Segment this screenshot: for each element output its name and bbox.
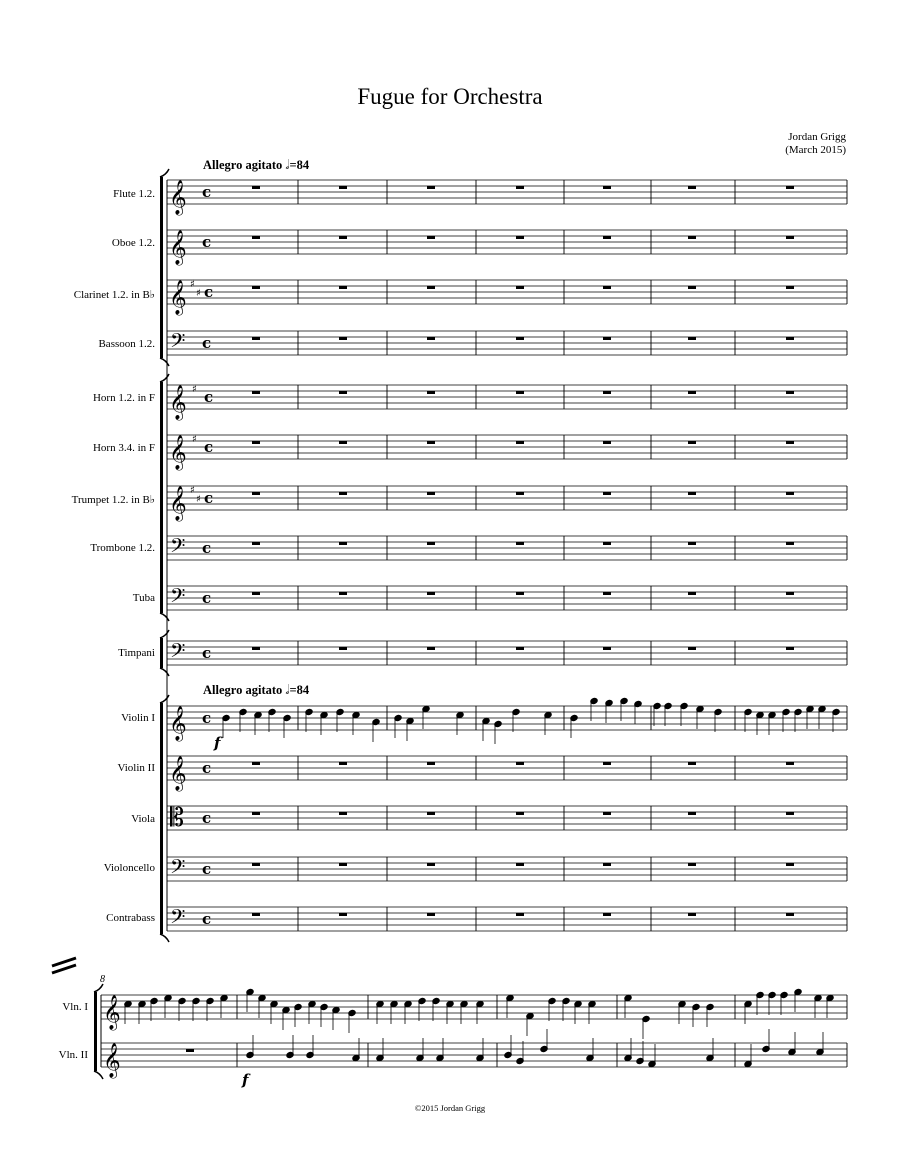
whole-rest xyxy=(252,186,260,189)
whole-rest xyxy=(688,236,696,239)
whole-rest xyxy=(603,762,611,765)
whole-rest xyxy=(688,492,696,495)
whole-rest xyxy=(252,286,260,289)
whole-rest xyxy=(786,391,794,394)
common-time-icon: c xyxy=(202,860,212,878)
whole-rest xyxy=(786,337,794,340)
treble-clef-icon: 𝄞 xyxy=(169,435,187,470)
whole-rest xyxy=(252,391,260,394)
treble-clef-icon: 𝄞 xyxy=(169,486,187,521)
instrument-label: Contrabass xyxy=(106,912,155,924)
whole-rest xyxy=(786,236,794,239)
composition-date: (March 2015) xyxy=(785,144,846,156)
whole-rest xyxy=(339,592,347,595)
woodwind-bracket-hook xyxy=(160,169,169,177)
whole-rest xyxy=(688,286,696,289)
whole-rest xyxy=(603,592,611,595)
whole-rest xyxy=(603,812,611,815)
whole-rest xyxy=(516,286,524,289)
woodwind-bracket-hook xyxy=(160,358,169,366)
whole-rest xyxy=(252,337,260,340)
instrument-label: Horn 3.4. in F xyxy=(92,442,155,454)
half-note-icon: 𝅗𝅥 xyxy=(285,682,290,697)
instrument-label: Viola xyxy=(131,813,155,825)
whole-rest xyxy=(516,913,524,916)
brass-bracket-hook xyxy=(160,613,169,621)
instrument-label: Trombone 1.2. xyxy=(90,542,155,554)
whole-rest xyxy=(339,186,347,189)
whole-rest xyxy=(252,441,260,444)
whole-rest xyxy=(339,762,347,765)
system2-bracket-hook xyxy=(94,1071,103,1079)
whole-rest xyxy=(688,863,696,866)
common-time-icon: c xyxy=(202,233,212,251)
whole-rest xyxy=(516,337,524,340)
whole-rest xyxy=(516,236,524,239)
copyright: ©2015 Jordan Grigg xyxy=(414,1103,486,1113)
whole-rest xyxy=(603,647,611,650)
whole-rest xyxy=(603,391,611,394)
whole-rest xyxy=(688,441,696,444)
whole-rest xyxy=(516,863,524,866)
common-time-icon: c xyxy=(202,910,212,928)
whole-rest xyxy=(688,542,696,545)
strings-bracket-hook xyxy=(160,695,169,703)
whole-rest xyxy=(786,812,794,815)
whole-rest xyxy=(339,441,347,444)
sharp-icon: ♯ xyxy=(190,485,195,496)
instrument-label: Trumpet 1.2. in B♭ xyxy=(71,494,155,506)
dynamic-forte: f xyxy=(214,734,221,752)
whole-rest xyxy=(427,913,435,916)
instrument-label: Oboe 1.2. xyxy=(111,237,155,249)
whole-rest xyxy=(252,913,260,916)
whole-rest xyxy=(427,492,435,495)
whole-rest xyxy=(339,286,347,289)
whole-rest xyxy=(603,236,611,239)
whole-rest xyxy=(688,647,696,650)
whole-rest xyxy=(516,441,524,444)
common-time-icon: c xyxy=(204,489,214,507)
whole-rest xyxy=(786,186,794,189)
common-time-icon: c xyxy=(204,388,214,406)
whole-rest xyxy=(427,762,435,765)
sharp-icon: ♯ xyxy=(196,288,201,299)
sharp-icon: ♯ xyxy=(196,494,201,505)
instrument-label: Timpani xyxy=(118,647,155,659)
bass-clef-icon: 𝄢 xyxy=(170,905,186,933)
whole-rest xyxy=(339,812,347,815)
whole-rest xyxy=(786,492,794,495)
whole-rest xyxy=(786,913,794,916)
whole-rest xyxy=(252,762,260,765)
alto-clef-icon: 𝄡 xyxy=(170,803,184,832)
sharp-icon: ♯ xyxy=(190,279,195,290)
whole-rest xyxy=(688,337,696,340)
common-time-icon: c xyxy=(202,589,212,607)
bass-clef-icon: 𝄢 xyxy=(170,639,186,667)
whole-rest xyxy=(688,391,696,394)
bass-clef-icon: 𝄢 xyxy=(170,584,186,612)
measure-number: 8 xyxy=(100,974,105,985)
instrument-label: Bassoon 1.2. xyxy=(98,338,155,350)
whole-rest xyxy=(339,391,347,394)
whole-rest xyxy=(427,863,435,866)
whole-rest xyxy=(688,913,696,916)
whole-rest xyxy=(252,863,260,866)
whole-rest xyxy=(688,592,696,595)
dynamic-forte: f xyxy=(242,1071,249,1089)
whole-rest xyxy=(603,337,611,340)
whole-rest xyxy=(786,542,794,545)
strings-bracket xyxy=(160,703,163,934)
woodwind-bracket xyxy=(160,177,163,358)
brass-bracket xyxy=(160,382,163,613)
tempo-marking-winds: Allegro agitato 𝅗𝅥=84 xyxy=(203,157,310,172)
page-title: Fugue for Orchestra xyxy=(357,84,543,109)
composer-name: Jordan Grigg xyxy=(788,131,846,143)
whole-rest xyxy=(786,647,794,650)
whole-rest xyxy=(786,762,794,765)
whole-rest xyxy=(339,492,347,495)
instrument-label: Vln. I xyxy=(62,1001,88,1013)
common-time-icon: c xyxy=(202,709,212,727)
half-note-icon: 𝅗𝅥 xyxy=(285,157,290,172)
strings-bracket-hook xyxy=(160,934,169,942)
whole-rest xyxy=(786,592,794,595)
whole-rest xyxy=(339,647,347,650)
whole-rest xyxy=(688,762,696,765)
bass-clef-icon: 𝄢 xyxy=(170,534,186,562)
whole-rest xyxy=(516,542,524,545)
whole-rest xyxy=(427,441,435,444)
whole-rest xyxy=(603,492,611,495)
whole-rest xyxy=(603,913,611,916)
whole-rest xyxy=(252,592,260,595)
treble-clef-icon: 𝄞 xyxy=(169,756,187,791)
treble-clef-icon: 𝄞 xyxy=(103,1043,121,1078)
whole-rest xyxy=(786,441,794,444)
whole-rest xyxy=(516,592,524,595)
whole-rest xyxy=(427,592,435,595)
whole-rest xyxy=(516,647,524,650)
system2-bracket-hook xyxy=(94,984,103,992)
whole-rest xyxy=(427,337,435,340)
whole-rest xyxy=(252,236,260,239)
timpani-bracket-hook xyxy=(160,630,169,638)
whole-rest xyxy=(427,186,435,189)
instrument-label: Violoncello xyxy=(103,862,155,874)
whole-rest xyxy=(427,647,435,650)
tempo-marking-strings: Allegro agitato 𝅗𝅥=84 xyxy=(203,682,310,697)
whole-rest xyxy=(603,286,611,289)
treble-clef-icon: 𝄞 xyxy=(169,280,187,315)
treble-clef-icon: 𝄞 xyxy=(169,706,187,741)
whole-rest xyxy=(516,391,524,394)
common-time-icon: c xyxy=(202,183,212,201)
whole-rest xyxy=(427,286,435,289)
system2-bracket xyxy=(94,992,97,1071)
whole-rest xyxy=(252,492,260,495)
whole-rest xyxy=(252,542,260,545)
instrument-label: Violin I xyxy=(121,712,155,724)
common-time-icon: c xyxy=(202,644,212,662)
common-time-icon: c xyxy=(202,759,212,777)
brass-bracket-hook xyxy=(160,374,169,382)
whole-rest xyxy=(688,186,696,189)
whole-rest xyxy=(516,762,524,765)
common-time-icon: c xyxy=(204,283,214,301)
whole-rest xyxy=(252,647,260,650)
whole-rest xyxy=(516,812,524,815)
bass-clef-icon: 𝄢 xyxy=(170,855,186,883)
treble-clef-icon: 𝄞 xyxy=(103,995,121,1030)
timpani-bracket-hook xyxy=(160,668,169,676)
treble-clef-icon: 𝄞 xyxy=(169,230,187,265)
whole-rest xyxy=(603,186,611,189)
whole-rest xyxy=(786,863,794,866)
whole-rest xyxy=(339,863,347,866)
whole-rest xyxy=(603,441,611,444)
bass-clef-icon: 𝄢 xyxy=(170,329,186,357)
common-time-icon: c xyxy=(204,438,214,456)
sharp-icon: ♯ xyxy=(192,384,197,395)
instrument-label: Violin II xyxy=(117,762,155,774)
instrument-label: Tuba xyxy=(132,592,155,604)
instrument-label: Horn 1.2. in F xyxy=(92,392,155,404)
common-time-icon: c xyxy=(202,809,212,827)
instrument-label: Flute 1.2. xyxy=(113,188,155,200)
whole-rest xyxy=(786,286,794,289)
common-time-icon: c xyxy=(202,539,212,557)
whole-rest xyxy=(603,542,611,545)
sharp-icon: ♯ xyxy=(192,434,197,445)
whole-rest xyxy=(427,391,435,394)
whole-rest xyxy=(516,186,524,189)
instrument-label: Clarinet 1.2. in B♭ xyxy=(73,289,155,301)
treble-clef-icon: 𝄞 xyxy=(169,385,187,420)
whole-rest xyxy=(339,236,347,239)
whole-rest xyxy=(339,913,347,916)
whole-rest xyxy=(603,863,611,866)
common-time-icon: c xyxy=(202,334,212,352)
instrument-label: Vln. II xyxy=(58,1049,88,1061)
whole-rest xyxy=(516,492,524,495)
whole-rest xyxy=(339,542,347,545)
whole-rest xyxy=(339,337,347,340)
whole-rest xyxy=(427,236,435,239)
whole-rest xyxy=(427,812,435,815)
whole-rest xyxy=(688,812,696,815)
whole-rest xyxy=(186,1049,194,1052)
treble-clef-icon: 𝄞 xyxy=(169,180,187,215)
timpani-bracket xyxy=(160,638,163,668)
whole-rest xyxy=(427,542,435,545)
whole-rest xyxy=(252,812,260,815)
